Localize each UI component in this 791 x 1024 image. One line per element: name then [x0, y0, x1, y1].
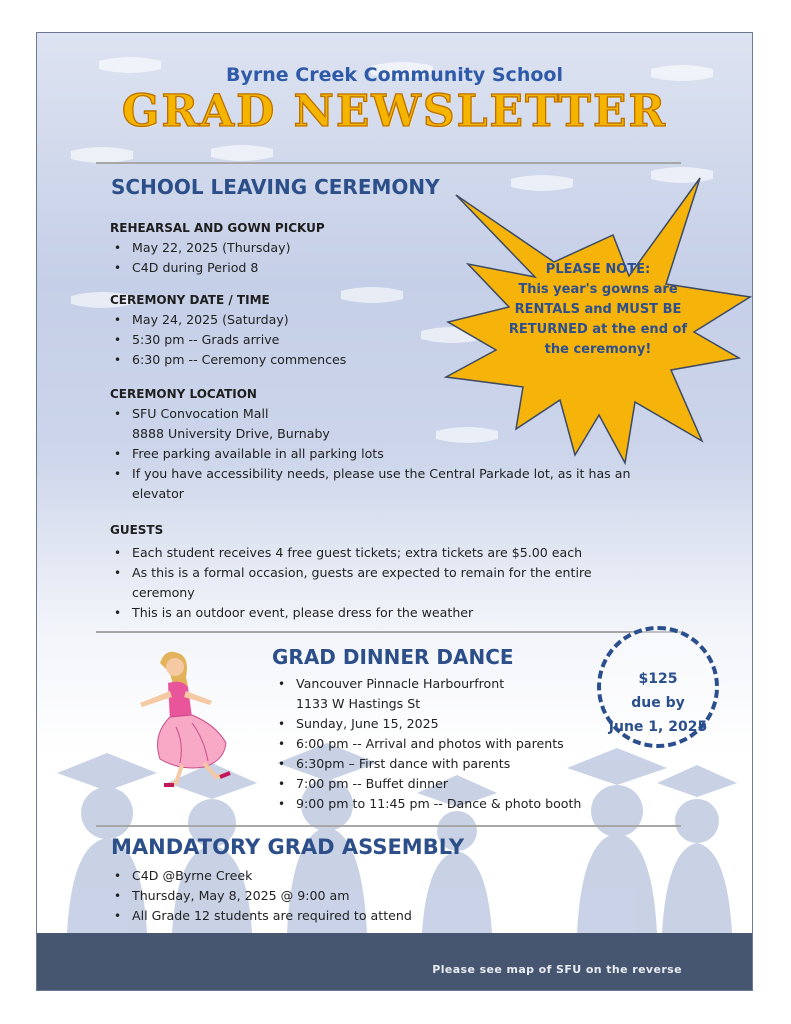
list-item: • 9:00 pm to 11:45 pm -- Dance & photo booth — [274, 794, 614, 814]
dinner-price: $125 — [638, 671, 678, 687]
list-item: • C4D @Byrne Creek — [110, 866, 610, 886]
list-item: • 6:30 pm -- Ceremony commences — [110, 350, 346, 370]
list-item — [274, 674, 614, 714]
guests-heading: GUESTS — [110, 523, 164, 537]
due-date: June 1, 2025 — [608, 719, 708, 735]
gown-rental-note: PLEASE NOTE: This year's gowns are RENTALS and MUST BE RETURNED at the end of the ceremony! — [508, 262, 688, 357]
newsletter-title: GRAD NEWSLETTER — [121, 86, 668, 137]
dinner-address: 1133 W Hastings St — [296, 696, 421, 711]
list-item: • May 24, 2025 (Saturday) — [110, 310, 346, 330]
list-item: • 7:00 pm -- Buffet dinner — [274, 774, 614, 794]
ceremony-heading: SCHOOL LEAVING CEREMONY — [111, 175, 440, 199]
list-item: • This is an outdoor event, please dress for the weather — [110, 603, 710, 623]
rehearsal-list — [110, 238, 291, 278]
divider — [96, 825, 681, 827]
venue-name: • SFU Convocation Mall — [132, 406, 269, 421]
list-item: • All Grade 12 students are required to attend — [110, 906, 610, 926]
list-item: • Thursday, May 8, 2025 @ 9:00 am — [110, 886, 610, 906]
list-item: • As this is a formal occasion, guests are expected to remain for the entire ceremony — [110, 563, 710, 603]
dinner-venue: • Vancouver Pinnacle Harbourfront — [296, 676, 505, 691]
dancing-girl-clipart — [120, 643, 255, 793]
list-item: • C4D during Period 8 — [110, 258, 291, 278]
footer-bar — [37, 933, 752, 990]
guests-list — [110, 543, 710, 623]
dinner-dance-heading: GRAD DINNER DANCE — [272, 645, 514, 669]
datetime-list — [110, 310, 346, 370]
rehearsal-heading: REHEARSAL AND GOWN PICKUP — [110, 221, 325, 235]
list-item: • If you have accessibility needs, please use the Central Parkade lot, as it has an elevator — [110, 464, 710, 504]
ceremony-datetime-heading: CEREMONY DATE / TIME — [110, 293, 270, 307]
ceremony-location-heading: CEREMONY LOCATION — [110, 387, 257, 401]
list-item: • Free parking available in all parking lots — [110, 444, 710, 464]
divider — [96, 631, 681, 633]
dinner-dance-list — [274, 674, 614, 814]
footer-text: Please see map of SFU on the reverse — [432, 963, 682, 976]
list-item: • 5:30 pm -- Grads arrive — [110, 330, 346, 350]
list-item: • Each student receives 4 free guest tickets; extra tickets are $5.00 each — [110, 543, 710, 563]
school-name: Byrne Creek Community School — [226, 64, 563, 86]
assembly-list — [110, 866, 610, 926]
price-badge-text: $125 due by June 1, 2025 — [597, 667, 719, 739]
assembly-heading: MANDATORY GRAD ASSEMBLY — [111, 835, 465, 859]
list-item: • 6:00 pm -- Arrival and photos with parents — [274, 734, 614, 754]
list-item: • May 22, 2025 (Thursday) — [110, 238, 291, 258]
venue-address: 8888 University Drive, Burnaby — [132, 426, 330, 441]
diploma-scroll-icon — [337, 283, 407, 307]
newsletter-page — [37, 33, 752, 990]
list-item: • Sunday, June 15, 2025 — [274, 714, 614, 734]
list-item: • 6:30pm – First dance with parents — [274, 754, 614, 774]
